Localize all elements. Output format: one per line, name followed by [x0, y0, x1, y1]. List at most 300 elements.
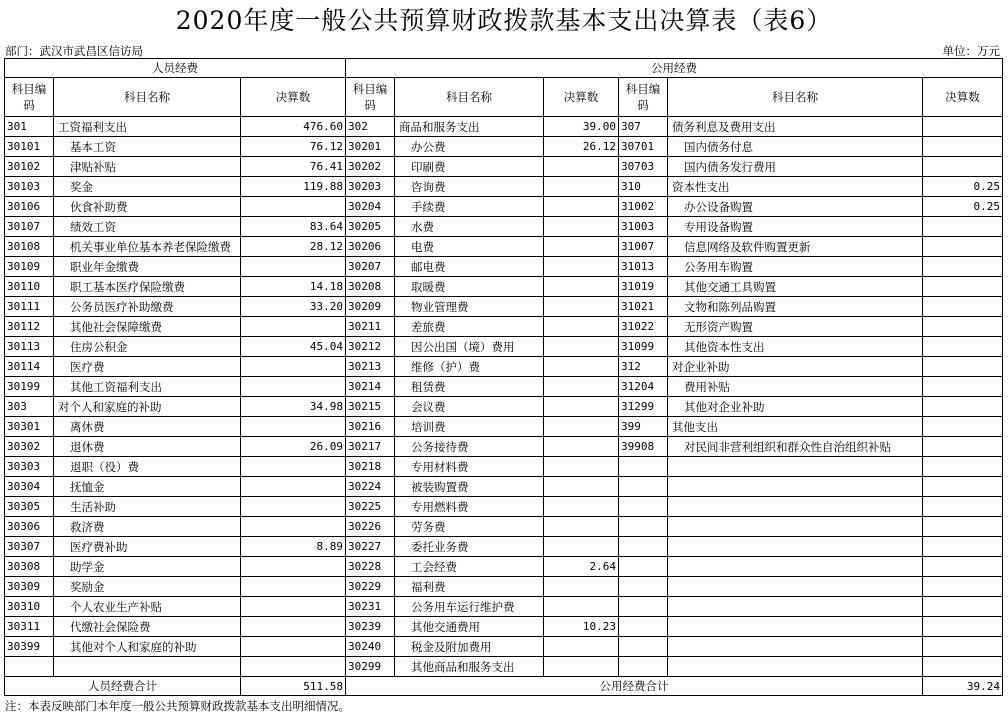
- amount-cell[interactable]: [544, 217, 619, 237]
- name-cell[interactable]: 其他商品和服务支出: [395, 657, 544, 677]
- name-cell[interactable]: 退职（役）费: [54, 457, 241, 477]
- amount-cell[interactable]: [544, 577, 619, 597]
- table-row: [5, 117, 1003, 137]
- amount-cell[interactable]: 76.12: [241, 137, 346, 157]
- amount-cell[interactable]: [544, 277, 619, 297]
- code-cell[interactable]: 310: [619, 177, 668, 197]
- name-cell[interactable]: 商品和服务支出: [395, 117, 544, 137]
- code-cell[interactable]: 30240: [346, 637, 395, 657]
- amount-cell[interactable]: 8.89: [241, 537, 346, 557]
- name-header[interactable]: 科目名称: [54, 78, 241, 117]
- name-cell[interactable]: 债务利息及费用支出: [668, 117, 923, 137]
- code-cell[interactable]: 303: [5, 397, 54, 417]
- amount-cell[interactable]: [241, 497, 346, 517]
- amount-cell[interactable]: [544, 297, 619, 317]
- name-cell[interactable]: 绩效工资: [54, 217, 241, 237]
- table-row: [5, 197, 1003, 217]
- name-cell[interactable]: 福利费: [395, 577, 544, 597]
- code-cell[interactable]: 30203: [346, 177, 395, 197]
- name-cell[interactable]: 工会经费: [395, 557, 544, 577]
- amount-cell[interactable]: [923, 297, 1003, 317]
- table-row: [5, 217, 1003, 237]
- code-cell[interactable]: 30303: [5, 457, 54, 477]
- name-cell[interactable]: 其他交通费用: [395, 617, 544, 637]
- table-row: [5, 357, 1003, 377]
- name-cell[interactable]: 委托业务费: [395, 537, 544, 557]
- name-cell[interactable]: 办公费: [395, 137, 544, 157]
- amount-cell[interactable]: 476.60: [241, 117, 346, 137]
- name-cell[interactable]: 对企业补助: [668, 357, 923, 377]
- name-cell[interactable]: 维修（护）费: [395, 357, 544, 377]
- table-row: [5, 497, 1003, 517]
- code-cell[interactable]: 30101: [5, 137, 54, 157]
- code-cell[interactable]: 31022: [619, 317, 668, 337]
- code-cell[interactable]: 30302: [5, 437, 54, 457]
- code-cell[interactable]: 30227: [346, 537, 395, 557]
- name-cell[interactable]: 文物和陈列品购置: [668, 297, 923, 317]
- table-row: [5, 577, 1003, 597]
- table-row: [5, 277, 1003, 297]
- amount-cell[interactable]: [241, 517, 346, 537]
- amount-cell[interactable]: [923, 657, 1003, 677]
- amount-cell[interactable]: [544, 517, 619, 537]
- name-cell[interactable]: 奖金: [54, 177, 241, 197]
- amount-cell[interactable]: [923, 377, 1003, 397]
- table-row: [5, 457, 1003, 477]
- name-cell[interactable]: 咨询费: [395, 177, 544, 197]
- code-cell[interactable]: 39908: [619, 437, 668, 457]
- name-header[interactable]: 科目名称: [395, 78, 544, 117]
- code-cell[interactable]: 30308: [5, 557, 54, 577]
- amount-header[interactable]: 决算数: [241, 78, 346, 117]
- code-cell[interactable]: [619, 557, 668, 577]
- personnel-total-value[interactable]: 511.58: [241, 677, 346, 696]
- amount-cell[interactable]: [923, 577, 1003, 597]
- name-cell[interactable]: [668, 497, 923, 517]
- code-cell[interactable]: [619, 517, 668, 537]
- table-row: [5, 157, 1003, 177]
- name-cell[interactable]: 邮电费: [395, 257, 544, 277]
- name-cell[interactable]: 个人农业生产补贴: [54, 597, 241, 617]
- name-cell[interactable]: 因公出国（境）费用: [395, 337, 544, 357]
- amount-cell[interactable]: [544, 357, 619, 377]
- code-cell[interactable]: 30213: [346, 357, 395, 377]
- amount-cell[interactable]: [241, 577, 346, 597]
- code-cell[interactable]: 30215: [346, 397, 395, 417]
- amount-cell[interactable]: [923, 637, 1003, 657]
- name-cell[interactable]: 公务用车购置: [668, 257, 923, 277]
- name-cell[interactable]: [668, 657, 923, 677]
- code-cell[interactable]: 30204: [346, 197, 395, 217]
- expenditure-table: [4, 58, 1003, 696]
- amount-cell[interactable]: 45.04: [241, 337, 346, 357]
- unit-label: 单位：万元: [942, 44, 1000, 58]
- code-cell[interactable]: [619, 577, 668, 597]
- name-cell[interactable]: 专用材料费: [395, 457, 544, 477]
- code-cell[interactable]: 30211: [346, 317, 395, 337]
- code-cell[interactable]: 30206: [346, 237, 395, 257]
- name-cell[interactable]: 医疗费补助: [54, 537, 241, 557]
- code-cell[interactable]: 30310: [5, 597, 54, 617]
- amount-cell[interactable]: [241, 417, 346, 437]
- table-row: [5, 617, 1003, 637]
- amount-cell[interactable]: [923, 417, 1003, 437]
- code-cell[interactable]: 31021: [619, 297, 668, 317]
- amount-cell[interactable]: 26.09: [241, 437, 346, 457]
- name-cell[interactable]: 奖励金: [54, 577, 241, 597]
- code-cell[interactable]: 30208: [346, 277, 395, 297]
- amount-cell[interactable]: [923, 537, 1003, 557]
- table-row: [5, 377, 1003, 397]
- code-cell[interactable]: 31002: [619, 197, 668, 217]
- code-cell[interactable]: 30214: [346, 377, 395, 397]
- footnote: 注：本表反映部门本年度一般公共预算财政拨款基本支出明细情况。: [5, 699, 350, 713]
- amount-cell[interactable]: [241, 457, 346, 477]
- column-header-row: [5, 78, 1003, 117]
- code-cell[interactable]: 30224: [346, 477, 395, 497]
- table-row: [5, 337, 1003, 357]
- code-cell[interactable]: 30217: [346, 437, 395, 457]
- code-cell[interactable]: 30109: [5, 257, 54, 277]
- amount-cell[interactable]: [544, 237, 619, 257]
- amount-cell[interactable]: [923, 337, 1003, 357]
- code-cell[interactable]: 30399: [5, 637, 54, 657]
- name-cell[interactable]: 助学金: [54, 557, 241, 577]
- amount-cell[interactable]: [923, 237, 1003, 257]
- amount-cell[interactable]: [923, 397, 1003, 417]
- amount-cell[interactable]: [544, 197, 619, 217]
- name-cell[interactable]: 其他资本性支出: [668, 337, 923, 357]
- name-cell[interactable]: [668, 617, 923, 637]
- amount-cell[interactable]: [923, 257, 1003, 277]
- code-cell[interactable]: 30307: [5, 537, 54, 557]
- name-cell[interactable]: 手续费: [395, 197, 544, 217]
- amount-cell[interactable]: 0.25: [923, 197, 1003, 217]
- code-cell[interactable]: 31003: [619, 217, 668, 237]
- amount-cell[interactable]: [923, 517, 1003, 537]
- name-cell[interactable]: 基本工资: [54, 137, 241, 157]
- name-cell[interactable]: 专用燃料费: [395, 497, 544, 517]
- amount-cell[interactable]: [544, 417, 619, 437]
- amount-cell[interactable]: [241, 357, 346, 377]
- name-cell[interactable]: 公务员医疗补助缴费: [54, 297, 241, 317]
- name-cell[interactable]: [668, 537, 923, 557]
- amount-cell[interactable]: 2.64: [544, 557, 619, 577]
- name-cell[interactable]: 其他支出: [668, 417, 923, 437]
- code-cell[interactable]: 399: [619, 417, 668, 437]
- amount-cell[interactable]: [923, 457, 1003, 477]
- name-cell[interactable]: 工资福利支出: [54, 117, 241, 137]
- name-cell[interactable]: 差旅费: [395, 317, 544, 337]
- name-cell[interactable]: 公务接待费: [395, 437, 544, 457]
- amount-cell[interactable]: 26.12: [544, 137, 619, 157]
- code-cell[interactable]: 30306: [5, 517, 54, 537]
- code-cell[interactable]: 31019: [619, 277, 668, 297]
- name-cell[interactable]: 津贴补贴: [54, 157, 241, 177]
- code-cell[interactable]: 301: [5, 117, 54, 137]
- amount-cell[interactable]: [544, 497, 619, 517]
- code-cell[interactable]: 31299: [619, 397, 668, 417]
- amount-cell[interactable]: [923, 217, 1003, 237]
- code-header[interactable]: 科目编码: [5, 78, 54, 117]
- name-cell[interactable]: 其他社会保障缴费: [54, 317, 241, 337]
- code-cell[interactable]: 30228: [346, 557, 395, 577]
- name-cell[interactable]: 被装购置费: [395, 477, 544, 497]
- name-cell[interactable]: 抚恤金: [54, 477, 241, 497]
- code-cell[interactable]: 30701: [619, 137, 668, 157]
- amount-cell[interactable]: [241, 637, 346, 657]
- name-cell[interactable]: 其他对个人和家庭的补助: [54, 637, 241, 657]
- code-cell[interactable]: 30301: [5, 417, 54, 437]
- amount-cell[interactable]: 76.41: [241, 157, 346, 177]
- name-cell[interactable]: 机关事业单位基本养老保险缴费: [54, 237, 241, 257]
- name-cell[interactable]: 代缴社会保险费: [54, 617, 241, 637]
- amount-cell[interactable]: [544, 457, 619, 477]
- name-cell[interactable]: 对个人和家庭的补助: [54, 397, 241, 417]
- amount-cell[interactable]: [241, 317, 346, 337]
- code-cell[interactable]: 30107: [5, 217, 54, 237]
- name-cell[interactable]: 其他对企业补助: [668, 397, 923, 417]
- amount-cell[interactable]: [241, 657, 346, 677]
- code-cell[interactable]: [619, 537, 668, 557]
- code-cell[interactable]: 30239: [346, 617, 395, 637]
- code-cell[interactable]: 30231: [346, 597, 395, 617]
- name-cell[interactable]: 无形资产购置: [668, 317, 923, 337]
- name-cell[interactable]: 租赁费: [395, 377, 544, 397]
- code-cell[interactable]: [619, 657, 668, 677]
- code-cell[interactable]: 30703: [619, 157, 668, 177]
- name-cell[interactable]: 信息网络及软件购置更新: [668, 237, 923, 257]
- personnel-total-label[interactable]: 人员经费合计: [5, 677, 241, 696]
- name-header[interactable]: 科目名称: [668, 78, 923, 117]
- code-cell[interactable]: 30110: [5, 277, 54, 297]
- amount-cell[interactable]: [544, 257, 619, 277]
- code-cell[interactable]: 31099: [619, 337, 668, 357]
- name-cell[interactable]: 专用设备购置: [668, 217, 923, 237]
- name-cell[interactable]: 国内债务付息: [668, 137, 923, 157]
- table-row: [5, 477, 1003, 497]
- amount-cell[interactable]: [544, 157, 619, 177]
- amount-cell[interactable]: 0.25: [923, 177, 1003, 197]
- amount-cell[interactable]: [923, 277, 1003, 297]
- public-total-value[interactable]: 39.24: [923, 677, 1003, 696]
- report-title: 2020年度一般公共预算财政拨款基本支出决算表（表6）: [175, 6, 833, 35]
- amount-cell[interactable]: [544, 177, 619, 197]
- name-cell[interactable]: 生活补助: [54, 497, 241, 517]
- amount-cell[interactable]: [544, 317, 619, 337]
- code-header[interactable]: 科目编码: [346, 78, 395, 117]
- name-cell[interactable]: 医疗费: [54, 357, 241, 377]
- table-row: [5, 417, 1003, 437]
- department-label: 部门：武汉市武昌区信访局: [5, 44, 143, 58]
- code-cell[interactable]: 30108: [5, 237, 54, 257]
- code-cell[interactable]: 307: [619, 117, 668, 137]
- name-cell[interactable]: [668, 597, 923, 617]
- code-cell[interactable]: 30102: [5, 157, 54, 177]
- table-row: [5, 317, 1003, 337]
- amount-cell[interactable]: [544, 537, 619, 557]
- code-cell[interactable]: 30225: [346, 497, 395, 517]
- table-row: [5, 437, 1003, 457]
- name-cell[interactable]: 资本性支出: [668, 177, 923, 197]
- amount-cell[interactable]: [923, 477, 1003, 497]
- name-cell[interactable]: [54, 657, 241, 677]
- name-cell[interactable]: 公务用车运行维护费: [395, 597, 544, 617]
- amount-cell[interactable]: 39.00: [544, 117, 619, 137]
- name-cell[interactable]: [668, 557, 923, 577]
- name-cell[interactable]: 职工基本医疗保险缴费: [54, 277, 241, 297]
- totals-row: [5, 677, 1003, 696]
- name-cell[interactable]: 取暖费: [395, 277, 544, 297]
- code-cell[interactable]: [619, 497, 668, 517]
- code-cell[interactable]: [619, 597, 668, 617]
- code-cell[interactable]: 30111: [5, 297, 54, 317]
- amount-cell[interactable]: 83.64: [241, 217, 346, 237]
- amount-cell[interactable]: [923, 597, 1003, 617]
- public-total-label[interactable]: 公用经费合计: [346, 677, 923, 696]
- code-cell[interactable]: 30199: [5, 377, 54, 397]
- code-cell[interactable]: 30218: [346, 457, 395, 477]
- amount-cell[interactable]: [241, 557, 346, 577]
- amount-cell[interactable]: [544, 477, 619, 497]
- name-cell[interactable]: 税金及附加费用: [395, 637, 544, 657]
- amount-cell[interactable]: [241, 197, 346, 217]
- name-cell[interactable]: [668, 457, 923, 477]
- code-cell[interactable]: 30309: [5, 577, 54, 597]
- amount-cell[interactable]: [544, 597, 619, 617]
- code-cell[interactable]: 30114: [5, 357, 54, 377]
- amount-cell[interactable]: [923, 557, 1003, 577]
- name-cell[interactable]: 职业年金缴费: [54, 257, 241, 277]
- name-cell[interactable]: [668, 577, 923, 597]
- amount-cell[interactable]: [544, 337, 619, 357]
- name-cell[interactable]: 电费: [395, 237, 544, 257]
- amount-cell[interactable]: [241, 617, 346, 637]
- amount-cell[interactable]: [241, 377, 346, 397]
- amount-cell[interactable]: [923, 317, 1003, 337]
- name-cell[interactable]: 会议费: [395, 397, 544, 417]
- code-cell[interactable]: [619, 477, 668, 497]
- code-cell[interactable]: 30207: [346, 257, 395, 277]
- name-cell[interactable]: 劳务费: [395, 517, 544, 537]
- code-cell[interactable]: 30304: [5, 477, 54, 497]
- group-header-row: [5, 59, 1003, 78]
- amount-cell[interactable]: 14.18: [241, 277, 346, 297]
- code-cell[interactable]: 30202: [346, 157, 395, 177]
- code-cell[interactable]: 30212: [346, 337, 395, 357]
- code-cell[interactable]: 31007: [619, 237, 668, 257]
- code-cell[interactable]: 30103: [5, 177, 54, 197]
- table-row: [5, 397, 1003, 417]
- amount-cell[interactable]: [923, 497, 1003, 517]
- code-header[interactable]: 科目编码: [619, 78, 668, 117]
- amount-cell[interactable]: [241, 257, 346, 277]
- name-cell[interactable]: [668, 637, 923, 657]
- name-cell[interactable]: 伙食补助费: [54, 197, 241, 217]
- name-cell[interactable]: 救济费: [54, 517, 241, 537]
- code-cell[interactable]: [619, 617, 668, 637]
- code-cell[interactable]: 30311: [5, 617, 54, 637]
- code-cell[interactable]: 30112: [5, 317, 54, 337]
- code-cell[interactable]: 31204: [619, 377, 668, 397]
- table-row: [5, 177, 1003, 197]
- amount-cell[interactable]: [544, 437, 619, 457]
- code-cell[interactable]: [619, 637, 668, 657]
- table-row: [5, 237, 1003, 257]
- code-cell[interactable]: 30299: [346, 657, 395, 677]
- amount-cell[interactable]: [241, 597, 346, 617]
- code-cell[interactable]: 31013: [619, 257, 668, 277]
- code-cell[interactable]: 30201: [346, 137, 395, 157]
- amount-header[interactable]: 决算数: [923, 78, 1003, 117]
- amount-cell[interactable]: [544, 397, 619, 417]
- code-cell[interactable]: 30229: [346, 577, 395, 597]
- amount-cell[interactable]: [544, 637, 619, 657]
- amount-header[interactable]: 决算数: [544, 78, 619, 117]
- name-cell[interactable]: 其他工资福利支出: [54, 377, 241, 397]
- code-cell[interactable]: 30216: [346, 417, 395, 437]
- table-row: [5, 637, 1003, 657]
- amount-cell[interactable]: [923, 617, 1003, 637]
- code-cell[interactable]: 30106: [5, 197, 54, 217]
- amount-cell[interactable]: 34.98: [241, 397, 346, 417]
- amount-cell[interactable]: 33.20: [241, 297, 346, 317]
- table-row: [5, 257, 1003, 277]
- code-cell[interactable]: 312: [619, 357, 668, 377]
- table-row: [5, 657, 1003, 677]
- name-cell[interactable]: 物业管理费: [395, 297, 544, 317]
- name-cell[interactable]: 印刷费: [395, 157, 544, 177]
- amount-cell[interactable]: 119.88: [241, 177, 346, 197]
- name-cell[interactable]: 对民间非营利组织和群众性自治组织补贴: [668, 437, 923, 457]
- name-cell[interactable]: [668, 477, 923, 497]
- name-cell[interactable]: 费用补贴: [668, 377, 923, 397]
- table-row: [5, 137, 1003, 157]
- code-cell[interactable]: 30113: [5, 337, 54, 357]
- name-cell[interactable]: 住房公积金: [54, 337, 241, 357]
- name-cell[interactable]: [668, 517, 923, 537]
- name-cell[interactable]: 离休费: [54, 417, 241, 437]
- personnel-header[interactable]: 人员经费: [5, 59, 346, 78]
- name-cell[interactable]: 国内债务发行费用: [668, 157, 923, 177]
- amount-cell[interactable]: [923, 117, 1003, 137]
- name-cell[interactable]: 退休费: [54, 437, 241, 457]
- amount-cell[interactable]: [923, 137, 1003, 157]
- code-cell[interactable]: [5, 657, 54, 677]
- code-cell[interactable]: 30209: [346, 297, 395, 317]
- name-cell[interactable]: 水费: [395, 217, 544, 237]
- amount-cell[interactable]: 28.12: [241, 237, 346, 257]
- public-header[interactable]: 公用经费: [346, 59, 1003, 78]
- amount-cell[interactable]: [923, 157, 1003, 177]
- table-row: [5, 537, 1003, 557]
- code-cell[interactable]: 30305: [5, 497, 54, 517]
- code-cell[interactable]: 302: [346, 117, 395, 137]
- amount-cell[interactable]: 10.23: [544, 617, 619, 637]
- table-row: [5, 597, 1003, 617]
- name-cell[interactable]: 培训费: [395, 417, 544, 437]
- amount-cell[interactable]: [923, 357, 1003, 377]
- amount-cell[interactable]: [544, 377, 619, 397]
- code-cell[interactable]: [619, 457, 668, 477]
- amount-cell[interactable]: [923, 437, 1003, 457]
- code-cell[interactable]: 30226: [346, 517, 395, 537]
- name-cell[interactable]: 其他交通工具购置: [668, 277, 923, 297]
- amount-cell[interactable]: [241, 477, 346, 497]
- amount-cell[interactable]: [544, 657, 619, 677]
- name-cell[interactable]: 办公设备购置: [668, 197, 923, 217]
- code-cell[interactable]: 30205: [346, 217, 395, 237]
